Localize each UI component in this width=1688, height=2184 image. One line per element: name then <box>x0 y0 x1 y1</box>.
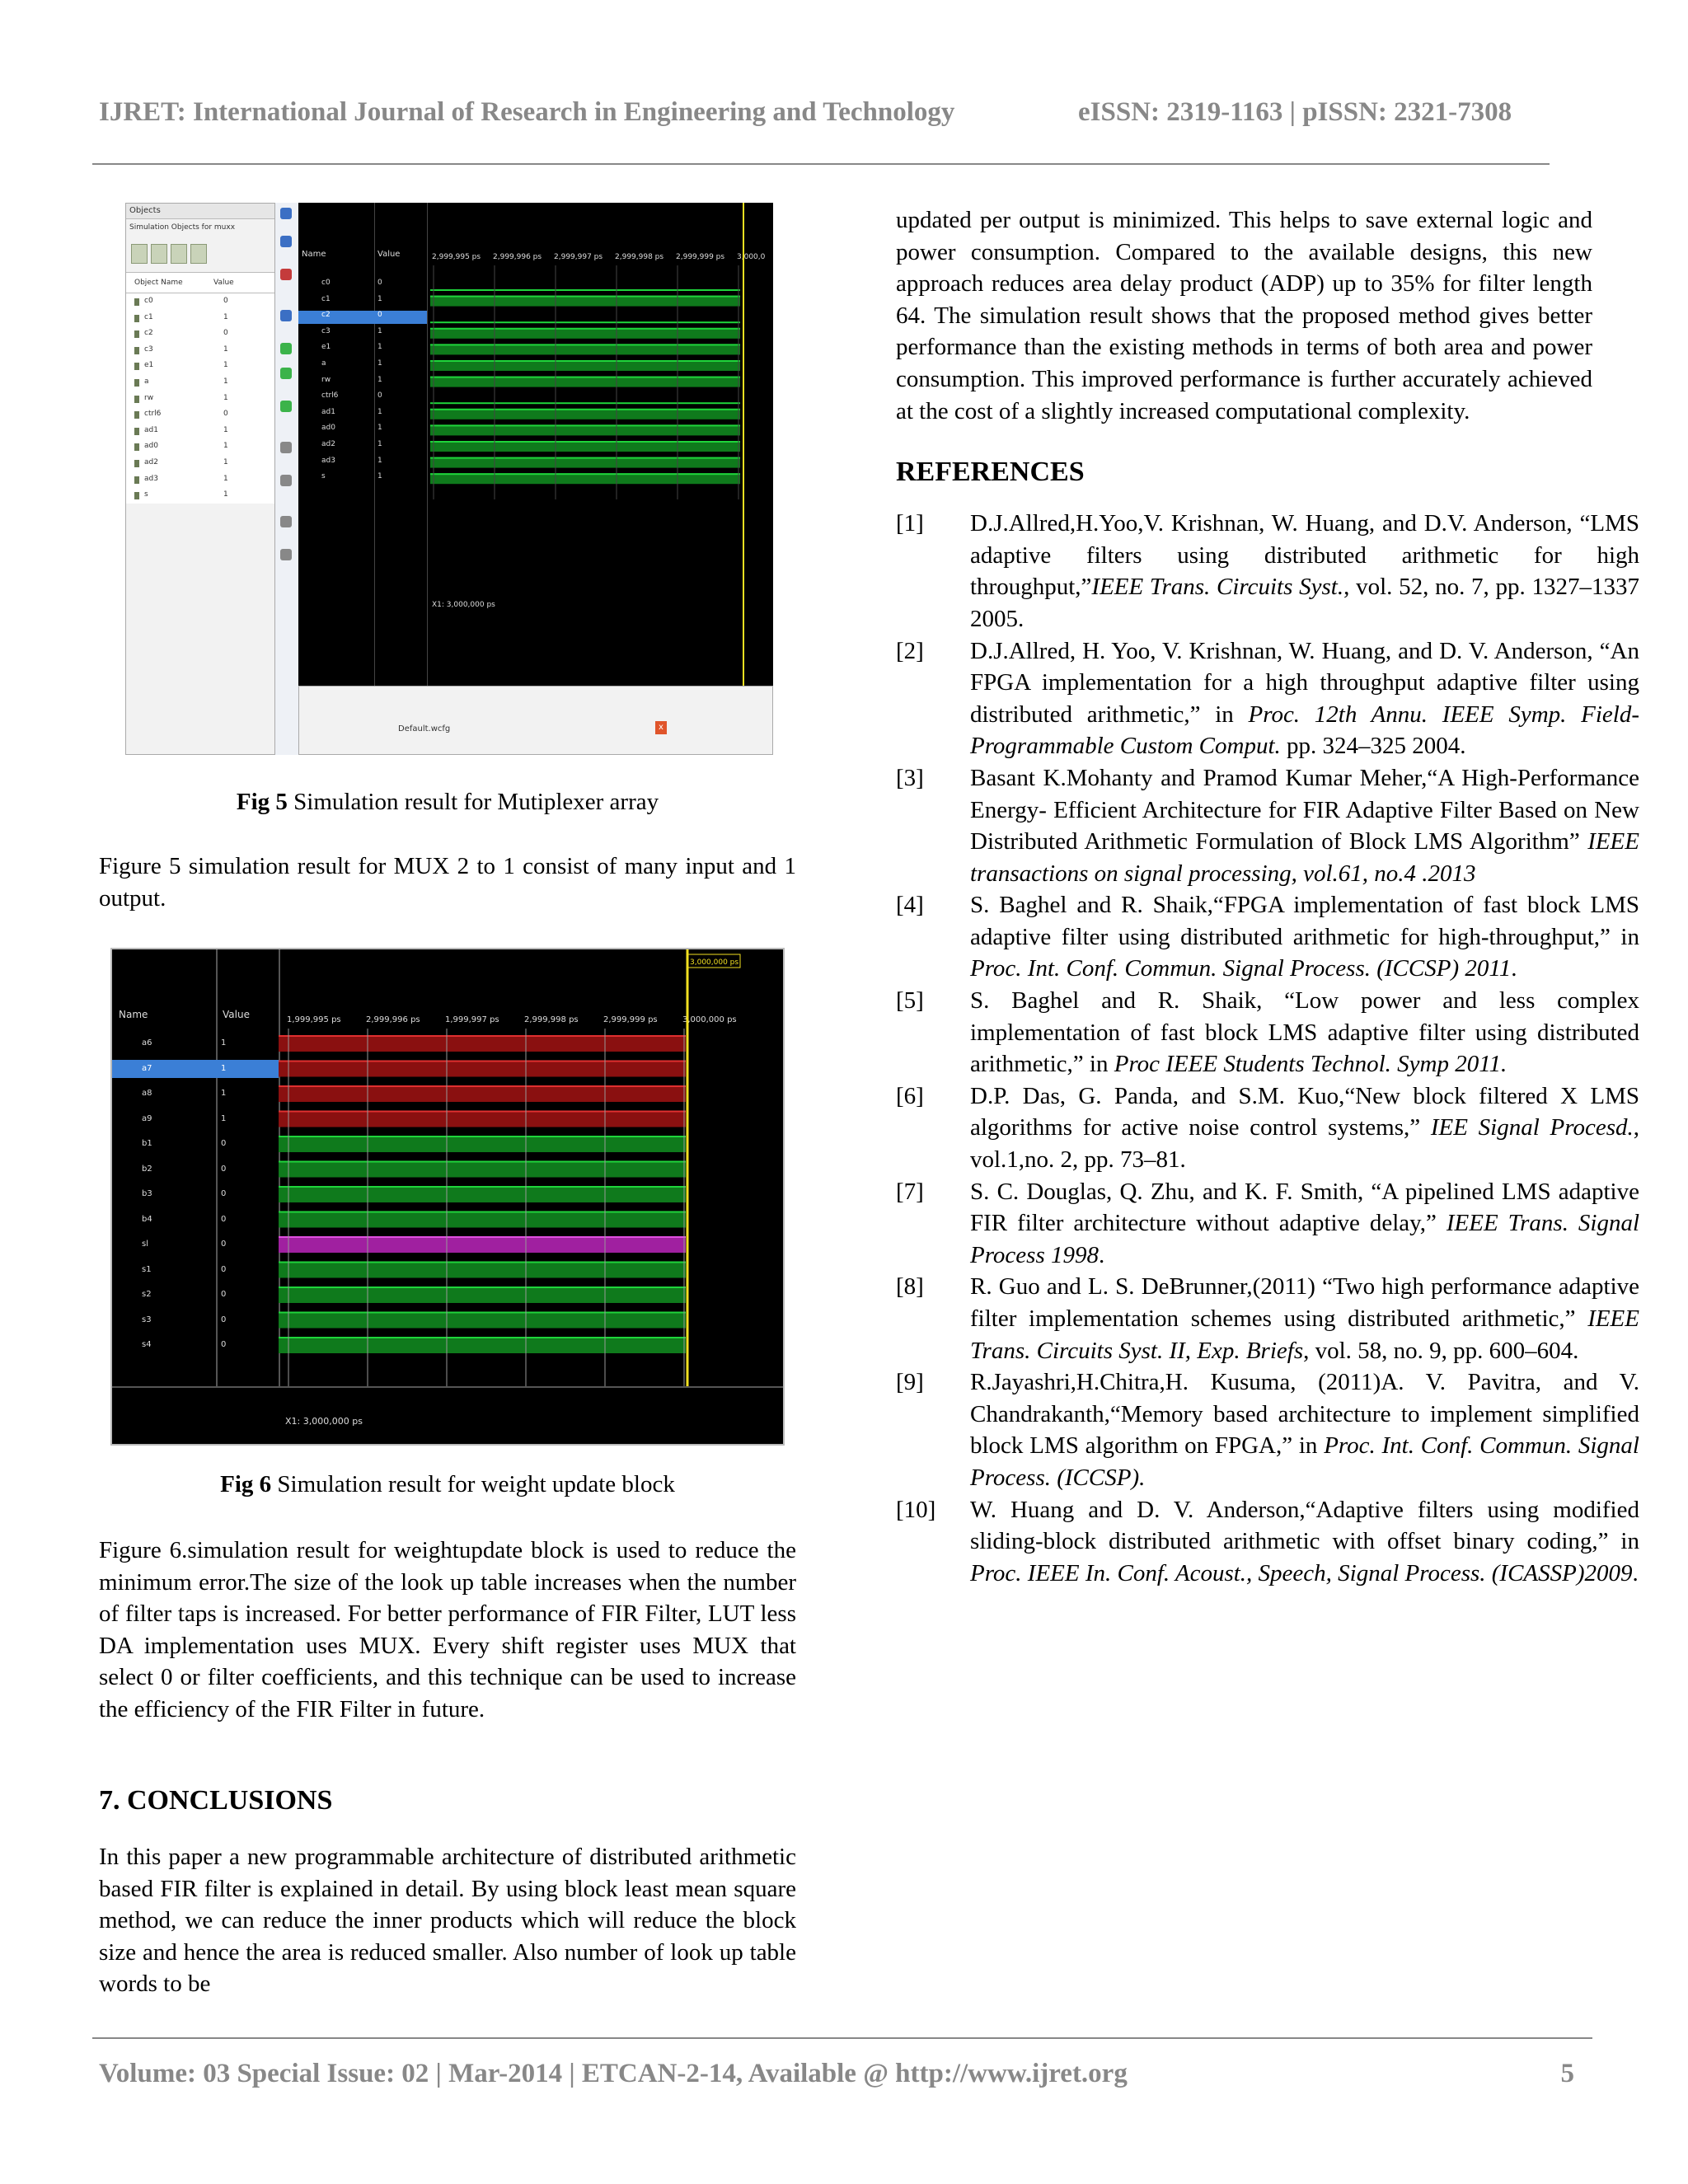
reference-venue: Proc. 12th Annu. IEEE Symp. Field-Programmable Custom Comput. <box>970 701 1640 760</box>
close-icon[interactable]: x <box>655 721 667 734</box>
object-name: a <box>126 374 223 391</box>
reference-number: [8] <box>896 1273 924 1301</box>
reference-venue: IEE Signal Procesd. <box>1430 1114 1634 1141</box>
reference-number: [6] <box>896 1082 924 1109</box>
fig6-waveform-plot <box>279 949 783 1444</box>
reference-text <box>970 635 1639 762</box>
references-list <box>896 508 1640 1589</box>
step-icon <box>280 401 292 412</box>
objects-toolbar <box>126 236 274 272</box>
header-rule <box>92 163 1550 165</box>
signal-value: 1 <box>377 407 382 416</box>
reference-venue: Proc. IEEE In. Conf. Acoust., Speech, Signal Process. (ICASSP)2009 <box>970 1559 1633 1586</box>
waveform-edge <box>279 1136 686 1137</box>
tool-icon <box>280 549 292 560</box>
reference-text <box>970 1176 1639 1272</box>
reference-item <box>896 508 1640 635</box>
object-name: ctrl6 <box>126 406 223 423</box>
reference-text <box>970 1080 1639 1176</box>
value-header: Value <box>223 1009 250 1020</box>
reference-item <box>896 635 1640 762</box>
zoom-icon <box>280 208 292 219</box>
waveform-trace <box>430 321 740 323</box>
signal-name[interactable]: s3 <box>142 1315 152 1324</box>
reference-details: , vol.1,no. 2, pp. 73–81. <box>970 1114 1639 1174</box>
signal-name[interactable]: c0 <box>321 279 331 287</box>
signal-value: 0 <box>374 311 427 324</box>
zoom-icon <box>280 236 292 247</box>
signal-name[interactable]: a7 <box>112 1060 216 1078</box>
signal-value: 1 <box>377 294 382 303</box>
objects-panel-title: Objects <box>126 204 274 219</box>
signal-value: 1 <box>221 1113 227 1123</box>
signal-name[interactable]: ctrl6 <box>321 391 339 401</box>
fig5-caption <box>99 786 796 818</box>
signal-name[interactable]: c2 <box>298 311 374 324</box>
object-value: 1 <box>223 457 228 466</box>
time-tick-label: 2,999,998 ps <box>524 1015 579 1024</box>
tool-icon <box>280 516 292 527</box>
reference-item <box>896 1080 1639 1176</box>
object-row[interactable] <box>126 342 274 359</box>
signal-value: 0 <box>221 1214 227 1224</box>
signal-name[interactable]: b3 <box>142 1189 152 1198</box>
object-name-header: Object Name <box>134 279 183 287</box>
signal-value: 1 <box>377 375 382 384</box>
waveform-edge <box>279 1035 686 1037</box>
signal-name[interactable]: s <box>321 472 326 481</box>
object-row[interactable] <box>126 326 274 342</box>
signal-name[interactable]: a6 <box>142 1038 152 1047</box>
time-tick-label: 1,999,995 ps <box>287 1015 341 1024</box>
reference-text <box>970 889 1639 985</box>
signal-value: 1 <box>221 1038 227 1047</box>
reference-authors-title: D.J.Allred,H.Yoo,V. Krishnan, W. Huang, and D.V. Anderson, “LMS adaptive filters using distributed arithmetic for high throughput,” <box>970 510 1639 601</box>
time-tick-label: 2,999,998 ps <box>615 253 664 261</box>
name-header: Name <box>119 1009 148 1020</box>
reference-number: [9] <box>896 1369 924 1396</box>
waveform-edge <box>279 1061 686 1062</box>
signal-value: 1 <box>221 1089 227 1098</box>
reference-venue: Proc. Int. Conf. Commun. Signal Process. (ICCSP). <box>970 1432 1639 1491</box>
reference-authors-title: W. Huang and D. V. Anderson,“Adaptive filters using modified sliding-block distributed arithmetic with offset binary coding,” in <box>970 1496 1639 1555</box>
reference-details: pp. 324–325 2004. <box>1280 733 1466 760</box>
waveform-bus <box>279 1186 686 1202</box>
marker-icon <box>280 269 292 280</box>
objects-column-header <box>126 272 274 293</box>
signal-value: 0 <box>221 1240 227 1249</box>
waveform-bus <box>279 1061 686 1077</box>
object-value: 0 <box>223 297 228 305</box>
reference-venue: IEEE Trans. Signal Process 1998 <box>970 1210 1640 1268</box>
fit-icon <box>280 310 292 321</box>
reference-text <box>970 1494 1639 1590</box>
cursor-label: 3,000,000 ps <box>690 958 739 967</box>
objects-panel-subtitle: Simulation Objects for muxx <box>129 223 236 232</box>
play-icon <box>280 368 292 379</box>
signal-value: 1 <box>377 440 382 448</box>
reference-number: [1] <box>896 510 924 537</box>
fig5-paragraph: Figure 5 simulation result for MUX 2 to 1 consist of many input and 1 output. <box>99 853 796 912</box>
signal-name[interactable]: c1 <box>321 294 331 303</box>
object-row[interactable] <box>126 391 274 407</box>
waveform-bus <box>279 1286 686 1303</box>
waveform-window <box>298 203 773 686</box>
tool-icon <box>151 244 167 264</box>
signal-value: 0 <box>221 1139 227 1148</box>
time-tick-label: 3,000,0 <box>737 253 766 261</box>
tool-icon <box>190 244 207 264</box>
object-name: rw <box>126 391 223 407</box>
figure-6-screenshot <box>110 948 785 1446</box>
right-column <box>896 204 1640 1589</box>
waveform-bus <box>279 1312 686 1329</box>
waveform-bus <box>279 1111 686 1127</box>
object-value: 1 <box>223 361 228 370</box>
object-row[interactable] <box>126 293 274 310</box>
waveform-edge <box>430 328 740 330</box>
object-row[interactable] <box>126 438 274 455</box>
fig6-cursor-readout: X1: 3,000,000 ps <box>285 1416 363 1427</box>
reference-item <box>896 1366 1639 1493</box>
waveform-bus <box>279 1085 686 1102</box>
object-name: c3 <box>126 342 223 359</box>
tool-icon <box>171 244 187 264</box>
reference-number: [2] <box>896 637 924 664</box>
signal-name[interactable]: a9 <box>142 1113 152 1123</box>
reference-details: , vol. 58, no. 9, pp. 600–604. <box>1303 1337 1579 1364</box>
signal-name[interactable]: rw <box>321 375 331 384</box>
signal-name[interactable]: b2 <box>142 1164 152 1174</box>
signal-name[interactable]: b1 <box>142 1139 152 1148</box>
reference-item <box>896 1176 1640 1272</box>
reference-authors-title: S. Baghel and R. Shaik,“FPGA implementation of fast block LMS adaptive filter using distributed arithmetic for high-throughput,” in <box>970 892 1639 950</box>
signal-name[interactable]: s1 <box>142 1264 152 1274</box>
reference-number: [5] <box>896 987 924 1015</box>
reference-details: , vol. 52, no. 7, pp. 1327–1337 2005. <box>970 574 1640 632</box>
tool-icon <box>280 442 292 453</box>
value-header: Value <box>377 250 401 259</box>
waveform-edge <box>430 441 740 443</box>
time-tick-label: 2,999,999 ps <box>603 1015 658 1024</box>
signal-name[interactable]: e1 <box>321 343 331 352</box>
signal-value: 1 <box>216 1060 279 1078</box>
signal-name[interactable]: c3 <box>321 326 331 335</box>
object-row[interactable] <box>126 358 274 374</box>
waveform-bus <box>279 1337 686 1353</box>
object-name: ad2 <box>126 455 223 471</box>
waveform-edge <box>279 1236 686 1238</box>
reference-item <box>896 762 1639 889</box>
reference-text <box>970 1271 1639 1366</box>
fig6-bottom-bar <box>112 1386 783 1446</box>
object-value: 1 <box>223 425 228 434</box>
signal-value: 1 <box>377 456 382 465</box>
fig6-paragraph: Figure 6.simulation result for weightupdate block is used to reduce the minimum error.The size of the look up table increases when the number of filter taps is increased. For better performance of FIR Filter, LUT less DA implementation uses MUX. Every shift register uses MUX that select 0 or filter coefficients, and this technique can be used to increase the efficiency of the FIR Filter in future. <box>99 1537 796 1722</box>
wave-toolbar <box>275 203 299 755</box>
waveform-trace <box>430 289 740 291</box>
waveform-edge <box>430 457 740 459</box>
object-row[interactable] <box>126 487 274 504</box>
object-value-header: Value <box>213 279 234 287</box>
reference-authors-title: S. Baghel and R. Shaik, “Low power and less complex implementation of fast block LMS adaptive filter using distributed arithmetic,” in <box>970 987 1639 1078</box>
reference-authors-title: Basant K.Mohanty and Pramod Kumar Meher,“A High-Performance Energy- Efficient Architecture for FIR Adaptive Filter Based on New Distributed Arithmetic Formulation of Block LMS Algorithm” <box>970 764 1639 855</box>
object-row[interactable] <box>126 455 274 471</box>
signal-value: 0 <box>221 1189 227 1198</box>
signal-value: 0 <box>221 1290 227 1299</box>
waveform-edge <box>279 1212 686 1213</box>
waveform-edge <box>430 473 740 475</box>
waveform-bus <box>279 1262 686 1278</box>
reference-venue: IEEE Trans. Circuits Syst. <box>1091 574 1344 601</box>
page-footer <box>99 2059 1574 2095</box>
waveform-edge <box>430 409 740 410</box>
waveform-edge <box>430 296 740 298</box>
reference-venue: Proc. Int. Conf. Commun. Signal Process. (ICCSP) 2011 <box>970 955 1512 982</box>
fig6-caption-text: Simulation result for weight update block <box>271 1471 675 1497</box>
waveform-edge <box>279 1337 686 1338</box>
waveform-tab-bar <box>298 686 773 755</box>
signal-name[interactable]: s2 <box>142 1290 152 1299</box>
reference-number: [10] <box>896 1496 936 1523</box>
waveform-edge <box>279 1262 686 1263</box>
references-heading: REFERENCES <box>896 457 1085 488</box>
object-name: ad3 <box>126 471 223 488</box>
object-row[interactable] <box>126 423 274 439</box>
reference-text <box>970 985 1639 1080</box>
object-value: 0 <box>223 410 228 419</box>
play-icon <box>280 343 292 354</box>
reference-number: [7] <box>896 1178 924 1205</box>
object-value: 0 <box>223 329 228 338</box>
time-tick-label: 3,000,000 ps <box>682 1015 737 1024</box>
reference-venue: Proc IEEE Students Technol. Symp 2011. <box>1114 1051 1507 1078</box>
waveform-edge <box>279 1085 686 1087</box>
wave-config-tab[interactable]: Default.wcfg <box>398 724 451 733</box>
waveform-edge <box>279 1186 686 1188</box>
signal-value: 0 <box>221 1340 227 1349</box>
fig6-caption-label: Fig 6 <box>220 1471 272 1497</box>
footer-volume: Volume: 03 Special Issue: 02 | Mar-2014 | ETCAN-2-14, Available @ http://www.ijret.org <box>99 2059 1128 2088</box>
waveform-bus <box>279 1212 686 1228</box>
waveform-bus <box>279 1236 686 1253</box>
time-tick-label: 2,999,999 ps <box>676 253 725 261</box>
reference-number: [4] <box>896 892 924 919</box>
reference-number: [3] <box>896 764 924 791</box>
object-name: c1 <box>126 310 223 326</box>
waveform-bus <box>279 1035 686 1052</box>
tool-icon <box>280 475 292 486</box>
waveform-edge <box>430 377 740 378</box>
reference-item <box>896 1494 1639 1590</box>
signal-name[interactable]: ad1 <box>321 407 335 416</box>
signal-name[interactable]: sl <box>142 1240 148 1249</box>
waveform-bus <box>279 1136 686 1152</box>
object-row[interactable] <box>126 406 274 423</box>
waveform-edge <box>430 360 740 362</box>
reference-text <box>970 1366 1639 1493</box>
object-row[interactable] <box>126 471 274 488</box>
reference-authors-title: D.J.Allred, H. Yoo, V. Krishnan, W. Huang, and D. V. Anderson, “An FPGA implementation for a high throughput adaptive filter using distributed arithmetic,” in <box>970 637 1639 728</box>
reference-item <box>896 1271 1639 1366</box>
fig5-waveform-plot <box>427 203 773 686</box>
fig5-caption-label: Fig 5 <box>236 789 288 815</box>
signal-value: 1 <box>377 472 382 481</box>
object-name: c0 <box>126 293 223 310</box>
waveform-edge <box>279 1312 686 1314</box>
reference-authors-title: S. C. Douglas, Q. Zhu, and K. F. Smith, “A pipelined LMS adaptive FIR filter architecture without adaptive delay,” <box>970 1178 1639 1237</box>
object-value: 1 <box>223 474 228 483</box>
issn: eISSN: 2319-1163 | pISSN: 2321-7308 <box>1078 97 1512 127</box>
reference-authors-title: R.Jayashri,H.Chitra,H. Kusuma, (2011)A. V. Pavitra, and V. Chandrakanth,“Memory based architecture to implement simplified block LMS algorithm on FPGA,” in <box>970 1369 1639 1460</box>
object-row[interactable] <box>126 374 274 391</box>
fig5-caption-text: Simulation result for Mutiplexer array <box>287 789 659 815</box>
reference-text <box>970 762 1639 889</box>
name-header: Name <box>302 250 326 259</box>
object-value: 1 <box>223 377 228 386</box>
object-row[interactable] <box>126 310 274 326</box>
reference-authors-title: R. Guo and L. S. DeBrunner,(2011) “Two high performance adaptive filter implementation schemes using distributed arithmetic,” <box>970 1273 1639 1332</box>
signal-name[interactable]: a8 <box>142 1089 152 1098</box>
waveform-trace <box>430 402 740 404</box>
waveform-bus <box>279 1161 686 1178</box>
signal-value: 0 <box>221 1264 227 1274</box>
reference-item <box>896 889 1639 985</box>
conclusions-continued: updated per output is minimized. This helps to save external logic and power consumption. Compared to the available designs, this new approach reduces area delay product (ADP) up to 35% for filter length 64. The simulation result shows that the proposed method gives better performance than the existing methods in terms of both area and power consumption. This improved performance is further accurately achieved at the cost of a slightly increased computational complexity. <box>896 207 1592 424</box>
time-tick-label: 2,999,995 ps <box>432 253 481 261</box>
signal-name[interactable]: ad2 <box>321 440 335 448</box>
object-name: ad0 <box>126 438 223 455</box>
objects-panel <box>125 203 275 755</box>
waveform-edge <box>430 344 740 345</box>
signal-value: 1 <box>377 359 382 368</box>
object-value: 1 <box>223 490 228 499</box>
object-name: c2 <box>126 326 223 342</box>
signal-value: 0 <box>221 1315 227 1324</box>
journal-title: IJRET: International Journal of Research in Engineering and Technology <box>99 97 955 127</box>
signal-value: 0 <box>377 391 382 401</box>
signal-value: 1 <box>377 326 382 335</box>
waveform-edge <box>279 1286 686 1288</box>
signal-value: 0 <box>221 1164 227 1174</box>
signal-name[interactable]: ad3 <box>321 456 335 465</box>
tool-icon <box>131 244 148 264</box>
object-value: 1 <box>223 344 228 354</box>
object-value: 1 <box>223 312 228 321</box>
time-tick-label: 2,999,997 ps <box>554 253 603 261</box>
object-name: e1 <box>126 358 223 374</box>
object-value: 1 <box>223 442 228 451</box>
figure-5-screenshot <box>125 203 773 755</box>
reference-details: . <box>1511 955 1517 982</box>
time-tick-label: 2,999,996 ps <box>493 253 542 261</box>
waveform-edge <box>279 1111 686 1113</box>
conclusions-paragraph: In this paper a new programmable architecture of distributed arithmetic based FIR filter is explained in detail. By using block least mean square method, we can reduce the inner products which will reduce the block size and hence the area is reduced smaller. Also number of look up table words to be <box>99 1844 796 1998</box>
fig6-caption <box>99 1469 796 1500</box>
footer-rule <box>92 2037 1592 2039</box>
time-tick-label: 1,999,997 ps <box>445 1015 499 1024</box>
reference-venue: IEEE Trans. Circuits Syst. II, Exp. Briefs <box>970 1305 1639 1364</box>
reference-text <box>970 508 1639 635</box>
reference-authors-title: D.P. Das, G. Panda, and S.M. Kuo,“New block filtered X LMS algorithms for active noise control systems,” <box>970 1082 1639 1141</box>
cursor-readout: X1: 3,000,000 ps <box>432 601 495 609</box>
object-name: s <box>126 487 223 504</box>
signal-value: 1 <box>377 343 382 352</box>
waveform-edge <box>430 424 740 426</box>
time-tick-label: 2,999,996 ps <box>366 1015 420 1024</box>
page-number: 5 <box>1560 2059 1574 2088</box>
signal-name[interactable]: s4 <box>142 1340 152 1349</box>
signal-name[interactable]: ad0 <box>321 424 335 433</box>
waveform-edge <box>279 1161 686 1163</box>
object-value: 1 <box>223 393 228 402</box>
objects-list <box>126 293 274 504</box>
signal-name[interactable]: a <box>321 359 326 368</box>
reference-details: . <box>1099 1241 1105 1268</box>
reference-details: . <box>1632 1559 1639 1586</box>
signal-value: 0 <box>377 279 382 287</box>
signal-name[interactable]: b4 <box>142 1214 152 1224</box>
signal-value: 1 <box>377 424 382 433</box>
page-header <box>99 97 1550 138</box>
reference-venue: IEEE transactions on signal processing, vol.61, no.4 .2013 <box>970 828 1639 887</box>
reference-item <box>896 985 1639 1080</box>
object-name: ad1 <box>126 423 223 439</box>
conclusions-heading: 7. CONCLUSIONS <box>99 1785 333 1816</box>
